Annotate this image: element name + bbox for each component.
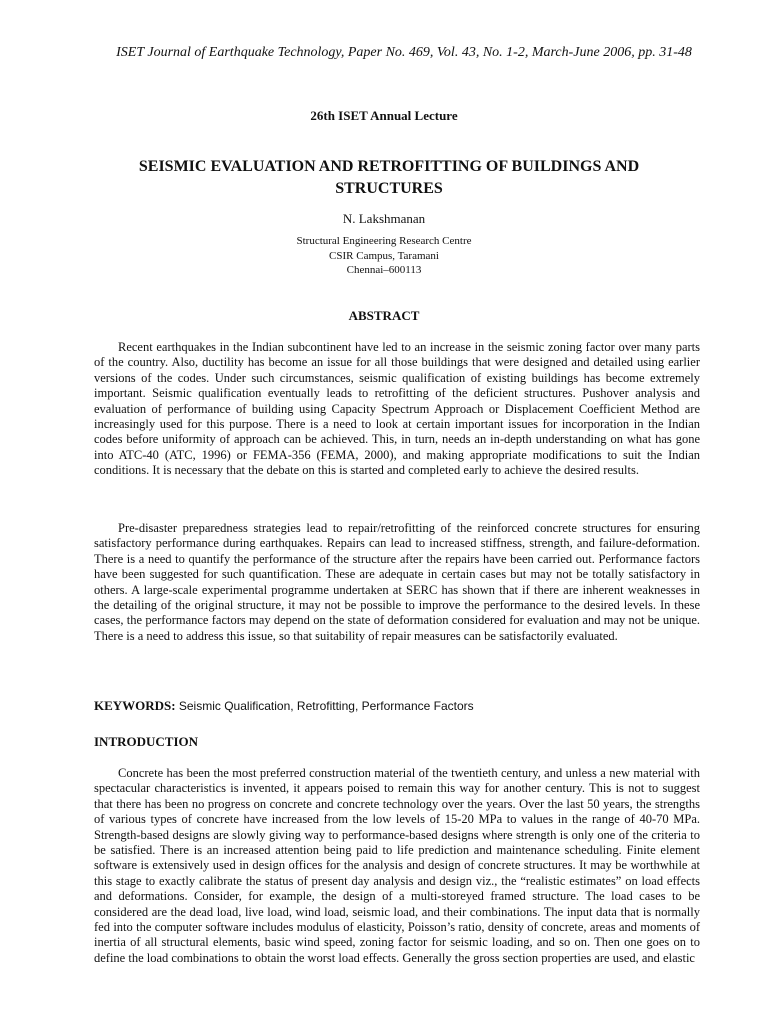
- author-name: N. Lakshmanan: [342, 211, 426, 226]
- introduction-heading: INTRODUCTION: [94, 734, 199, 749]
- abstract-paragraph: [94, 340, 700, 479]
- paper-title: SEISMIC EVALUATION AND RETROFITTING OF BUILDINGS AND STRUCTURES: [138, 158, 640, 197]
- running-header: ISET Journal of Earthquake Technology, Paper No. 469, Vol. 43, No. 1-2, March-June 2006, pp. 31-48: [116, 45, 692, 60]
- keywords-line: [94, 698, 700, 714]
- abstract-heading: ABSTRACT: [348, 308, 420, 323]
- affiliation-line: CSIR Campus, Taramani: [329, 249, 439, 262]
- affiliation-line: Chennai–600113: [346, 264, 422, 276]
- abstract-paragraph: [94, 521, 700, 644]
- author-affiliation: [80, 234, 688, 278]
- abstract-paragraph-text: Recent earthquakes in the Indian subcontinent have led to an increase in the seismic zoning factor over many parts of the country. Also, ductility has become an issue for all those buildings that were designed and detailed using earlier versions of the codes. Under such circumstances, seismic qualification of existing buildings has become extremely important. Seismic qualification eventually leads to retrofitting of the deficient structures. Pushover analysis and evaluation of performance of building using Capacity Spectrum Approach or Displacement Coefficient Method are increasingly used for this purpose. There is a need to look at certain important issues for incorporation in the Indian codes before uniformity of approach can be achieved. This, in turn, needs an in-depth understanding on what has gone into ATC-40 (ATC, 1996) or FEMA-356 (FEMA, 2000), and making appropriate modifications to suit the Indian conditions. It is necessary that the debate on this is started and completed early to achieve the desired results.: [94, 340, 700, 478]
- lecture-label: 26th ISET Annual Lecture: [310, 108, 458, 123]
- introduction-paragraph: [94, 766, 700, 966]
- introduction-paragraph-text: Concrete has been the most preferred construction material of the twentieth century, and unless a new material with spectacular characteristics is invented, it appears poised to remain this way for another century. This is not to suggest that there has been no progress on concrete and concrete technology over the years. Over the last 50 years, the strengths of various types of concrete have increased from the low levels of 15-20 MPa to values in the range of 40-70 MPa. Strength-based designs are slowly giving way to performance-based designs where strength is only one of the criteria to be satisfied. There is an increased attention being paid to life prediction and maintenance scheduling. Finite element software is extensively used in design offices for the analysis and design of concrete structures. It may be worthwhile at this stage to exactly calibrate the status of present day analysis and design viz., the “realistic estimates” on load effects and deformations. Consider, for example, the design of a multi-storeyed framed structure. The load cases to be considered are the dead load, live load, wind load, seismic load, and their combinations. The input data that is normally fed into the computer software includes modulus of elasticity, Poisson’s ratio, density of concrete, areas and moments of inertia of all structural elements, basic wind speed, zoning factor for seismic loading, and so on. Then one goes on to define the load combinations to obtain the worst load effects. Generally the gross section properties are used, and elastic: [94, 766, 700, 965]
- keywords-list: Seismic Qualification, Retrofitting, Performance Factors: [178, 699, 474, 713]
- affiliation-line: Structural Engineering Research Centre: [296, 235, 472, 247]
- abstract-paragraph-text: Pre-disaster preparedness strategies lead to repair/retrofitting of the reinforced concrete structures for ensuring satisfactory performance during earthquakes. Repairs can lead to increased stiffness, strength, and failure-deformation. There is a need to quantify the performance of the structure after the repairs have been carried out. Performance factors have been suggested for such quantification. These are adequate in certain cases but may not be totally satisfactory in others. A large-scale experimental programme undertaken at SERC has shown that if there are inherent weaknesses in the detailing of the original structure, it may not be possible to improve the performance to the desired levels. In these cases, the performance factors may depend on the state of deformation considered for evaluation and may not be unique. There is a need to address this issue, so that suitability of repair measures can be satisfactorily evaluated.: [94, 521, 700, 643]
- keywords-label: KEYWORDS:: [94, 698, 179, 713]
